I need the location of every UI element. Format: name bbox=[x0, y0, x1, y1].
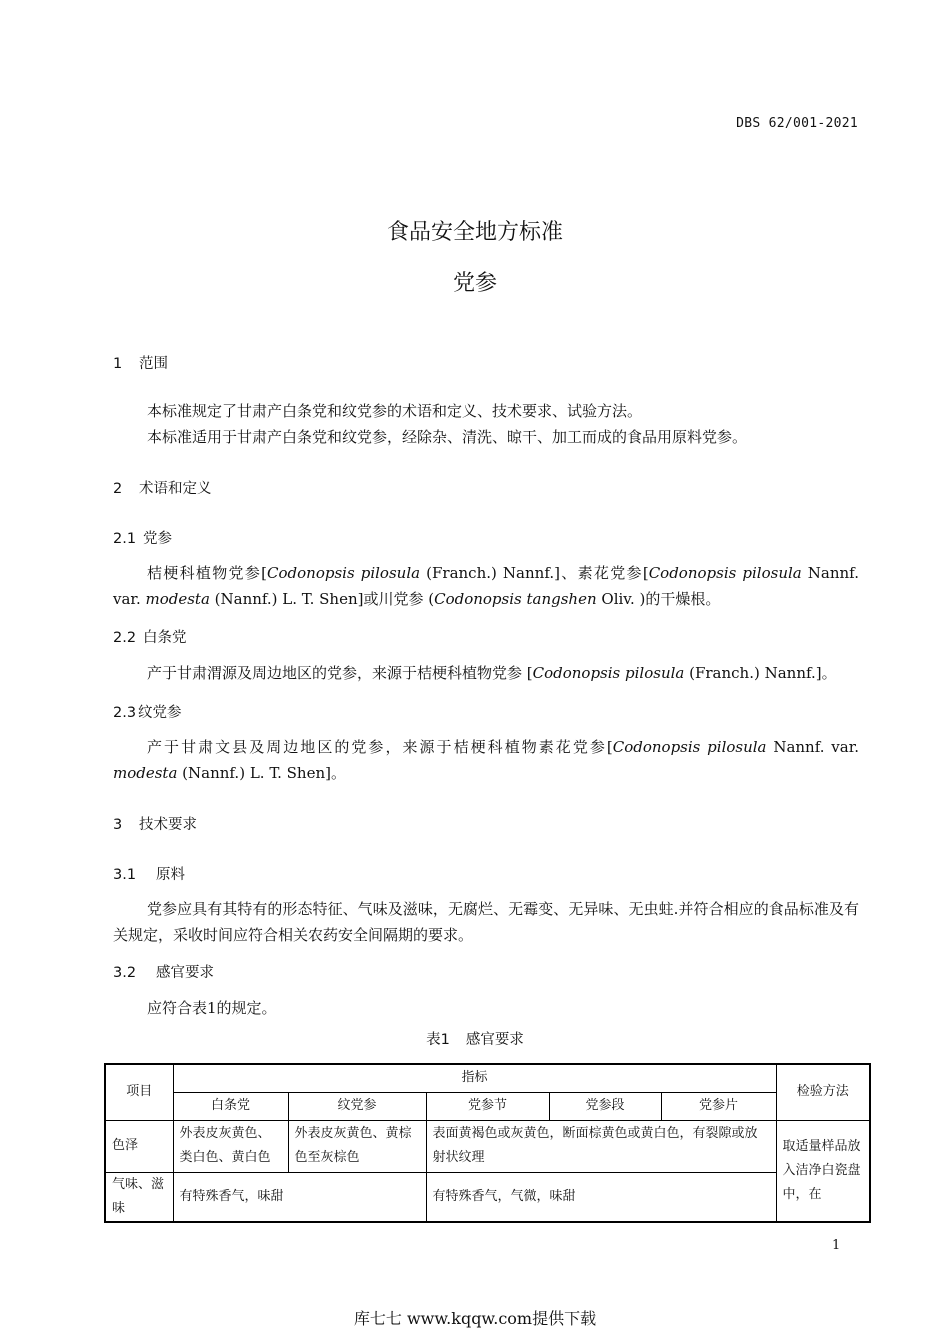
section-title: 党参 bbox=[143, 531, 172, 547]
header-index: 指标 bbox=[173, 1064, 776, 1092]
row-cell: 有特殊香气，气微，味甜 bbox=[426, 1172, 776, 1222]
section-2-1-heading bbox=[113, 527, 172, 548]
section-3-2-heading bbox=[113, 961, 214, 982]
latin-name: modesta bbox=[113, 764, 178, 782]
latin-name: modesta bbox=[145, 590, 210, 608]
header-method: 检验方法 bbox=[776, 1064, 870, 1120]
section-2-2-heading bbox=[113, 626, 187, 647]
document-title: 食品安全地方标准 bbox=[386, 220, 563, 245]
section-title: 白条党 bbox=[143, 630, 187, 646]
table-title: 感官要求 bbox=[465, 1032, 524, 1048]
section-2-3-heading bbox=[113, 701, 182, 722]
latin-name: Codonopsis pilosula bbox=[267, 564, 421, 582]
document-subtitle: 党参 bbox=[452, 271, 497, 296]
section-title: 感官要求 bbox=[156, 965, 214, 981]
standard-code: DBS 62/001-2021 bbox=[736, 116, 858, 131]
section-number: 2 bbox=[113, 481, 123, 497]
text: 桔梗科植物党参[ bbox=[147, 564, 268, 582]
section-2-2-definition bbox=[113, 660, 859, 686]
row-cell: 外表皮灰黄色、黄棕色至灰棕色 bbox=[288, 1120, 426, 1172]
download-footer: 库七七 www.kqqw.com提供下载 bbox=[353, 1309, 597, 1328]
section-title: 技术要求 bbox=[139, 817, 197, 833]
text: (Franch.) Nannf.]。 bbox=[684, 664, 837, 682]
latin-name: Codonopsis pilosula bbox=[648, 564, 802, 582]
section-1-paragraph-1: 本标准规定了甘肃产白条党和纹党参的术语和定义、技术要求、试验方法。 bbox=[147, 402, 643, 420]
row-cell: 表面黄褐色或灰黄色，断面棕黄色或黄白色，有裂隙或放射状纹理 bbox=[426, 1120, 776, 1172]
section-3-heading bbox=[113, 813, 197, 834]
table-row bbox=[105, 1120, 870, 1172]
subheader-dangshenpian: 党参片 bbox=[661, 1092, 776, 1120]
subheader-baitiaodang: 白条党 bbox=[173, 1092, 288, 1120]
section-title: 术语和定义 bbox=[139, 481, 212, 497]
table-row bbox=[105, 1172, 870, 1222]
table-subheader-row bbox=[105, 1092, 870, 1120]
latin-name: Codonopsis pilosula bbox=[612, 738, 767, 756]
section-number: 3.2 bbox=[113, 965, 137, 981]
section-title: 范围 bbox=[139, 356, 168, 372]
row-cell: 外表皮灰黄色、类白色、黄白色 bbox=[173, 1120, 288, 1172]
latin-name: Codonopsis tangshen bbox=[434, 590, 597, 608]
text: Nannf. var. bbox=[113, 564, 859, 608]
latin-name: Codonopsis pilosula bbox=[532, 664, 685, 682]
section-1-heading bbox=[113, 352, 168, 373]
row-cell: 有特殊香气，味甜 bbox=[173, 1172, 426, 1222]
row-item: 气味、滋味 bbox=[105, 1172, 173, 1222]
text: 产于甘肃渭源及周边地区的党参，来源于桔梗科植物党参 [ bbox=[147, 664, 533, 682]
text: Nannf. var. bbox=[766, 738, 859, 756]
table-header-row bbox=[105, 1064, 870, 1092]
page-number: 1 bbox=[832, 1238, 841, 1253]
subheader-wendangshen: 纹党参 bbox=[288, 1092, 426, 1120]
section-3-1-paragraph: 党参应具有其特有的形态特征、气味及滋味，无腐烂、无霉变、无异味、无虫蛀.并符合相应的食品标准及有关规定，采收时间应符合相关农药安全间隔期的要求。 bbox=[113, 900, 859, 944]
header-item: 项目 bbox=[105, 1064, 173, 1120]
row-item: 色泽 bbox=[105, 1120, 173, 1172]
text: (Franch.) Nannf.]、素花党参[ bbox=[420, 564, 649, 582]
sensory-requirements-table bbox=[104, 1063, 871, 1223]
section-1-paragraph-2: 本标准适用于甘肃产白条党和纹党参，经除杂、清洗、晾干、加工而成的食品用原料党参。 bbox=[147, 428, 748, 446]
section-3-2-paragraph: 应符合表1的规定。 bbox=[147, 999, 277, 1017]
table-caption bbox=[0, 1028, 950, 1049]
section-number: 1 bbox=[113, 356, 123, 372]
method-cell: 取适量样品放入洁净白瓷盘中，在 bbox=[776, 1120, 870, 1222]
subheader-dangshenjie: 党参节 bbox=[426, 1092, 549, 1120]
section-number: 3.1 bbox=[113, 867, 137, 883]
text: (Nannf.) L. T. Shen]。 bbox=[177, 764, 346, 782]
text: 产于甘肃文县及周边地区的党参，来源于桔梗科植物素花党参[ bbox=[147, 738, 613, 756]
section-2-heading bbox=[113, 477, 212, 498]
section-number: 3 bbox=[113, 817, 123, 833]
text: Oliv. )的干燥根。 bbox=[596, 590, 721, 608]
section-2-1-definition bbox=[113, 560, 859, 612]
section-number: 2.3 bbox=[113, 705, 137, 721]
section-3-1-heading bbox=[113, 863, 185, 884]
subheader-dangshenduan: 党参段 bbox=[549, 1092, 661, 1120]
section-number: 2.1 bbox=[113, 531, 137, 547]
section-title: 原料 bbox=[156, 867, 185, 883]
section-number: 2.2 bbox=[113, 630, 137, 646]
section-title: 纹党参 bbox=[138, 705, 182, 721]
section-2-3-definition bbox=[113, 734, 859, 786]
table-number: 表1 bbox=[426, 1032, 450, 1048]
text: (Nannf.) L. T. Shen]或川党参 ( bbox=[209, 590, 435, 608]
